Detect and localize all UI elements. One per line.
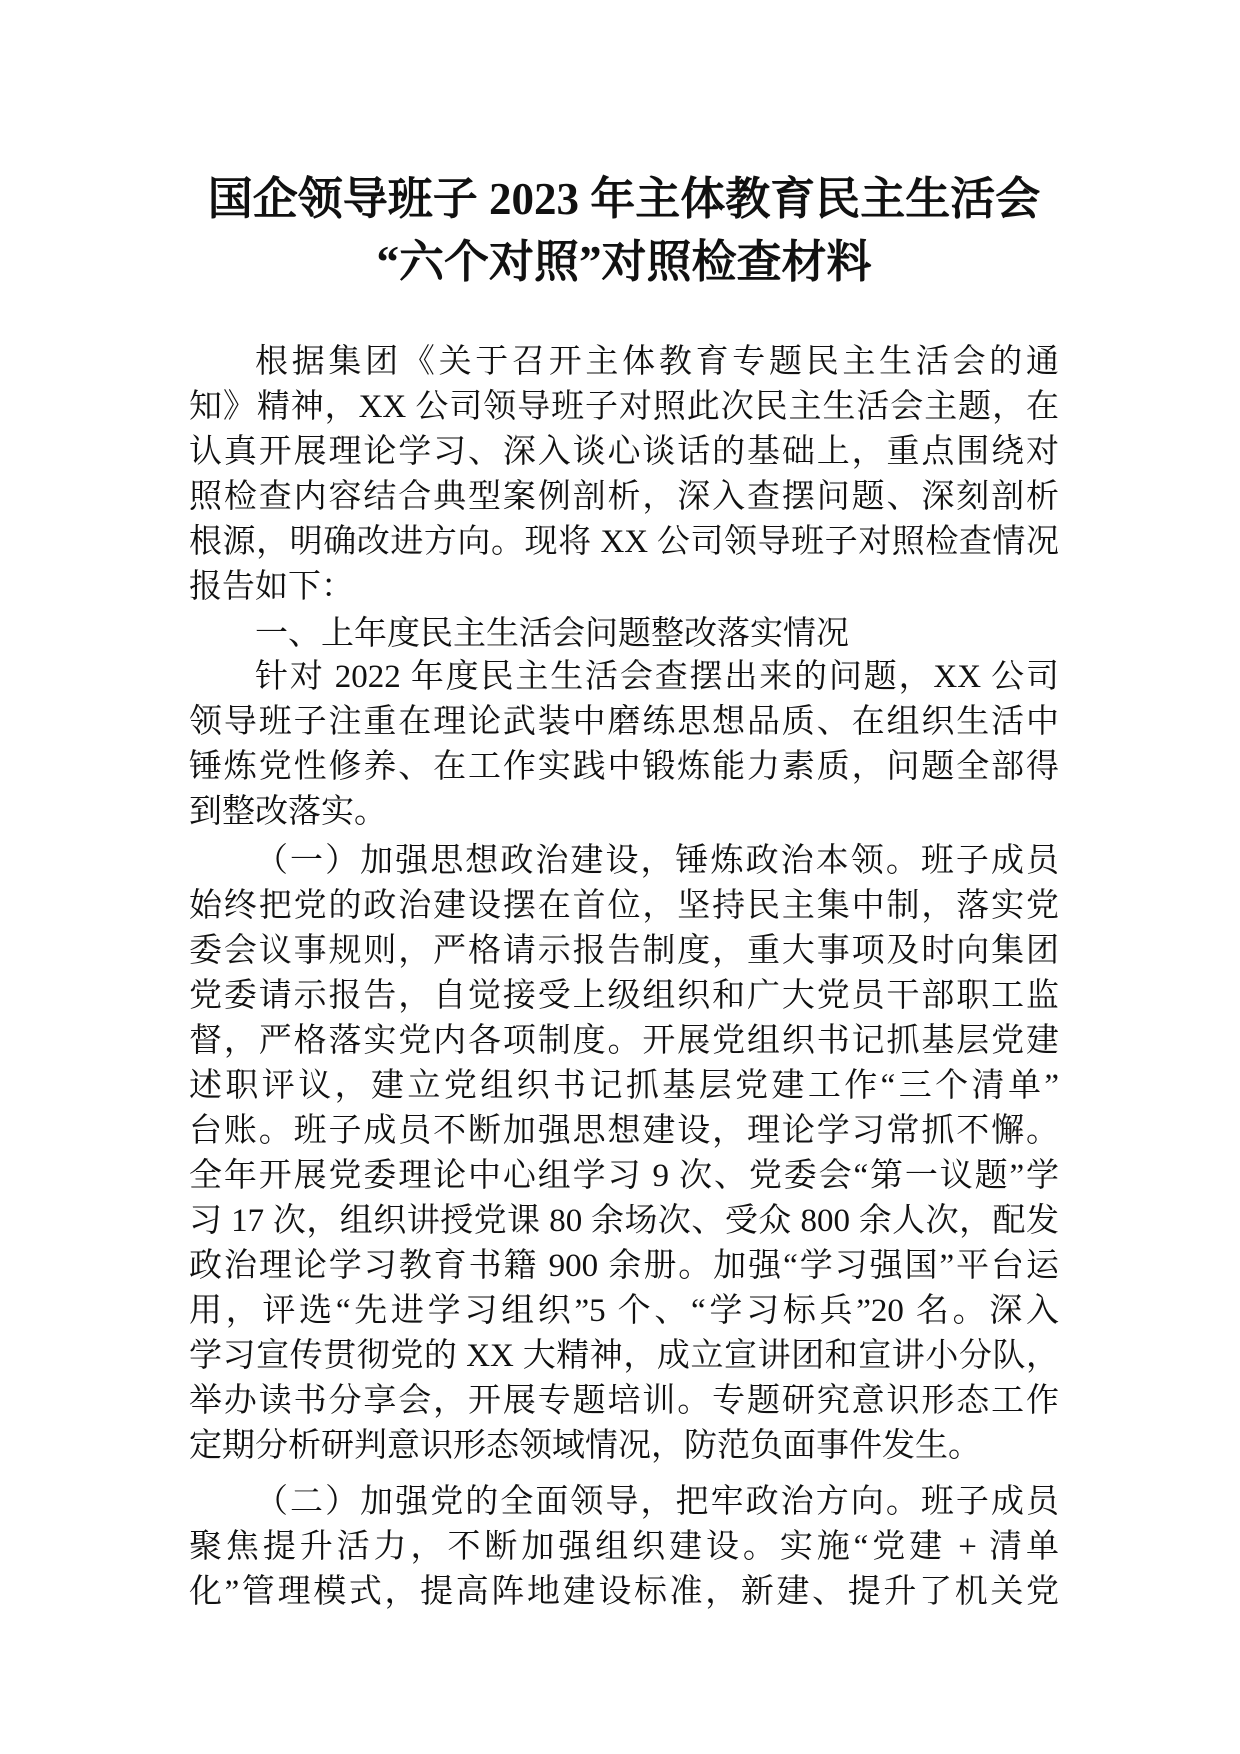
paragraph-line: 照检查内容结合典型案例剖析，深入查摆问题、深刻剖析	[189, 479, 1059, 515]
paragraph-line: 习 17 次，组织讲授党课 80 余场次、受众 800 余人次，配发	[189, 1203, 1059, 1239]
title-line-1: 国企领导班子 2023 年主体教育民主生活会	[207, 174, 1041, 224]
section-summary-paragraph	[189, 655, 1059, 835]
paragraph-line: （二）加强党的全面领导，把牢政治方向。班子成员	[255, 1484, 1059, 1520]
paragraph-line: 认真开展理论学习、深入谈心谈话的基础上，重点围绕对	[189, 434, 1059, 470]
paragraph-line: 报告如下：	[189, 569, 354, 605]
document-title	[189, 168, 1059, 294]
paragraph-line: （一）加强思想政治建设，锤炼政治本领。班子成员	[255, 843, 1059, 879]
paragraph-line: 锤炼党性修养、在工作实践中锻炼能力素质，问题全部得	[189, 749, 1059, 785]
paragraph-line: 台账。班子成员不断加强思想建设，理论学习常抓不懈。	[189, 1113, 1059, 1149]
paragraph-line: 聚焦提升活力，不断加强组织建设。实施“党建 + 清单	[189, 1529, 1059, 1565]
paragraph-line: 学习宣传贯彻党的 XX 大精神，成立宣讲团和宣讲小分队，	[189, 1338, 1059, 1374]
paragraph-line: 到整改落实。	[189, 794, 387, 830]
item-1-paragraph	[189, 839, 1059, 1469]
section-heading-text: 一、上年度民主生活会问题整改落实情况	[255, 614, 849, 651]
paragraph-line: 委会议事规则，严格请示报告制度，重大事项及时向集团	[189, 933, 1059, 969]
paragraph-line: 举办读书分享会，开展专题培训。专题研究意识形态工作	[189, 1383, 1059, 1419]
paragraph-line: 化”管理模式，提高阵地建设标准，新建、提升了机关党	[189, 1574, 1059, 1610]
document-body	[189, 340, 1059, 1615]
item-2-paragraph	[189, 1480, 1059, 1615]
paragraph-line: 督，严格落实党内各项制度。开展党组织书记抓基层党建	[189, 1023, 1059, 1059]
intro-paragraph	[189, 340, 1059, 610]
paragraph-line: 全年开展党委理论中心组学习 9 次、党委会“第一议题”学	[189, 1158, 1059, 1194]
paragraph-line: 政治理论学习教育书籍 900 余册。加强“学习强国”平台运	[189, 1248, 1059, 1284]
paragraph-line: 定期分析研判意识形态领域情况，防范负面事件发生。	[189, 1428, 981, 1464]
paragraph-line: 用，评选“先进学习组织”5 个、“学习标兵”20 名。深入	[189, 1293, 1059, 1329]
paragraph-line: 针对 2022 年度民主生活会查摆出来的问题，XX 公司	[255, 659, 1059, 695]
title-line-2: “六个对照”对照检查材料	[376, 237, 872, 287]
paragraph-line: 始终把党的政治建设摆在首位，坚持民主集中制，落实党	[189, 888, 1059, 924]
document-content	[189, 168, 1059, 1615]
paragraph-line: 根源，明确改进方向。现将 XX 公司领导班子对照检查情况	[189, 524, 1059, 560]
paragraph-line: 根据集团《关于召开主体教育专题民主生活会的通	[255, 344, 1059, 380]
paragraph-line: 党委请示报告，自觉接受上级组织和广大党员干部职工监	[189, 978, 1059, 1014]
paragraph-line: 领导班子注重在理论武装中磨练思想品质、在组织生活中	[189, 704, 1059, 740]
section-heading	[189, 610, 1059, 655]
paragraph-line: 述职评议，建立党组织书记抓基层党建工作“三个清单”	[189, 1068, 1059, 1104]
paragraph-line: 知》精神，XX 公司领导班子对照此次民主生活会主题，在	[189, 389, 1059, 425]
